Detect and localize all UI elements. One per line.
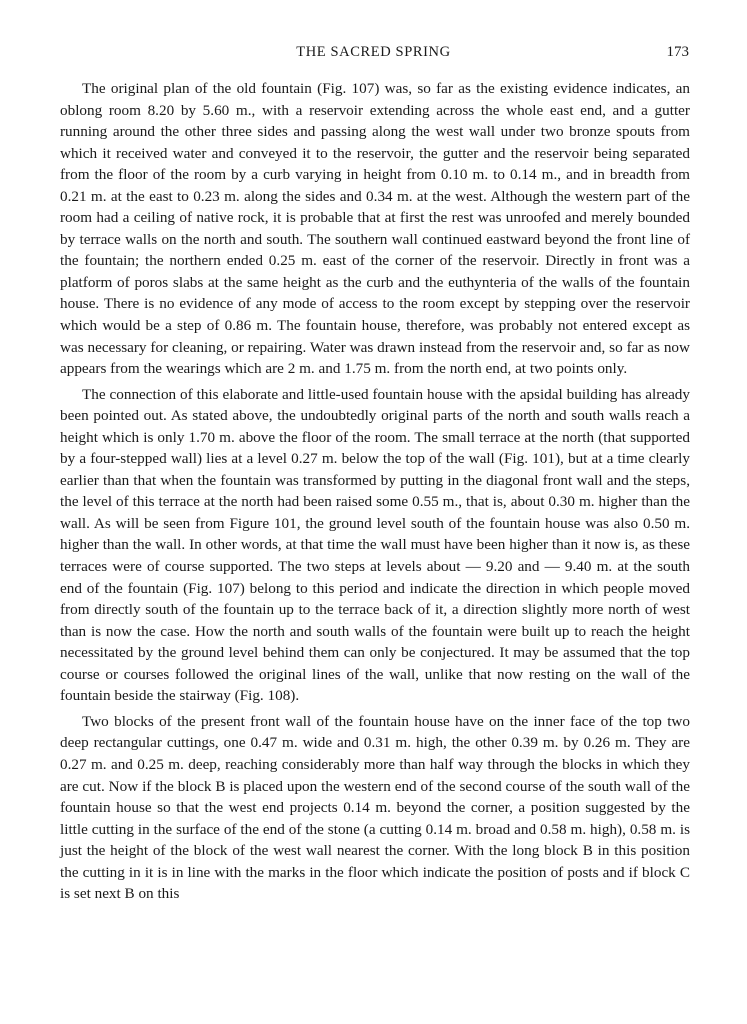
running-title: THE SACRED SPRING	[296, 44, 451, 60]
paragraph-two-blocks: Two blocks of the present front wall of the fountain house have on the inner face of the top two deep rectangular cuttings, one 0.47 m. wide and 0.31 m. high, the other 0.39 m. by 0.26 m. They are 0.27 m. and 0.25 m. deep, reaching considerably more than half way through the blocks in which they are cut. Now if the block B is placed upon the western end of the second course of the south wall of the fountain house so that the west end projects 0.14 m. beyond the corner, a position suggested by the little cutting in the surface of the end of the stone (a cutting 0.14 m. broad and 0.58 m. high), 0.58 m. is just the height of the block of the west wall nearest the corner. With the long block B in this position the cutting in it is in line with the marks in the floor which indicate the position of posts and if block C is set next B on this	[60, 712, 690, 903]
paragraph-original-plan: The original plan of the old fountain (Fig. 107) was, so far as the existing evidence indicates, an oblong room 8.20 by 5.60 m., with a reservoir extending across the whole east end, and a gutter running around the other three sides and passing along the west wall under two bronze spouts from which it received water and conveyed it to the reservoir, the gutter and the reservoir being separated from the floor of the room by a curb varying in height from 0.10 m. to 0.14 m., and in breadth from 0.21 m. at the east to 0.23 m. along the sides and 0.34 m. at the west. Although the western part of the room had a ceiling of native rock, it is probable that at first the rest was unroofed and merely bounded by terrace walls on the north and south. The southern wall continued eastward beyond the front line of the fountain; the northern ended 0.25 m. east of the corner of the reservoir. Directly in front was a platform of poros slabs at the same height as the curb and the euthynteria of the walls of the fountain house. There is no evidence of any mode of access to the room except by stepping over the reservoir which would be a step of 0.86 m. The fountain house, therefore, was probably not entered except as was necessary for cleaning, or repairing. Water was drawn instead from the reservoir and, so far as now appears from the wearings which are 2 m. and 1.75 m. from the north end, at two points only.	[60, 80, 690, 378]
running-head	[0, 44, 747, 66]
paragraph-connection: The connection of this elaborate and little-used fountain house with the apsidal building has already been pointed out. As stated above, the undoubtedly original parts of the north and south walls reach a height which is only 1.70 m. above the floor of the room. The small terrace at the north (that supported by a four-stepped wall) lies at a level 0.27 m. below the top of the wall (Fig. 101), but at a time clearly earlier than that when the fountain was transformed by putting in the diagonal front wall and the steps, the level of this terrace at the north had been raised some 0.55 m., that is, about 0.30 m. higher than the wall. As will be seen from Figure 101, the ground level south of the fountain house was also 0.50 m. higher than the wall. In other words, at that time the wall must have been higher than it now is, as these terraces were of course supported. The two steps at levels about — 9.20 and — 9.40 m. at the south end of the fountain (Fig. 107) belong to this period and indicate the direction in which people moved from directly south of the fountain up to the terrace back of it, a direction slightly more north of west than is now the case. How the north and south walls of the fountain were built up to reach the height necessitated by the ground level behind them can only be conjectured. It may be assumed that the top course or courses followed the original lines of the wall, unlike that now resting on the wall of the fountain beside the stairway (Fig. 108).	[60, 385, 690, 705]
page-number: 173	[666, 44, 689, 60]
body-text	[60, 78, 690, 905]
